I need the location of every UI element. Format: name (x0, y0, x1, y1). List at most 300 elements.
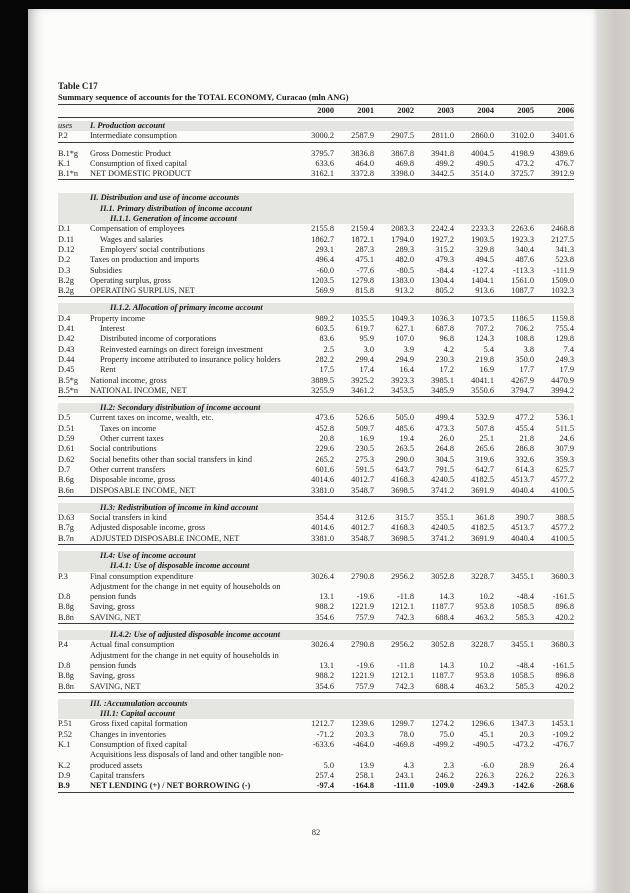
row-label: Saving, gross (90, 602, 135, 612)
row-label: I. Production account (90, 121, 165, 130)
value-cell-2003: 14.3 (439, 592, 454, 602)
row-label: Actual final consumption (90, 640, 175, 650)
row-code: D.59 (58, 434, 75, 444)
row-label: Final consumption expenditure (90, 571, 194, 581)
row-code: D.42 (58, 334, 75, 344)
value-cell-2000: 13.1 (319, 660, 334, 670)
value-cell-2005: 4513.7 (511, 523, 534, 533)
table-row (58, 424, 574, 434)
value-cell-2003: 17.2 (439, 365, 454, 375)
value-cell-2002: 742.3 (395, 612, 414, 622)
value-cell-2001: 1221.9 (351, 671, 374, 681)
scan-edge-right (597, 0, 630, 893)
value-cell-2004: 3691.9 (471, 485, 494, 495)
value-cell-2005: 4513.7 (511, 475, 534, 485)
value-cell-2001: 1872.1 (351, 234, 374, 244)
row-code: D.51 (58, 423, 75, 433)
value-cell-2002: 3398.0 (391, 169, 414, 179)
value-cell-2004: 1296.6 (471, 719, 494, 729)
row-label: Acquisitions less disposals of land and other tangible non- (90, 750, 284, 760)
value-cell-2004: 2233.3 (471, 224, 494, 234)
row-code: D.44 (58, 354, 75, 364)
value-cell-2003: 4.2 (443, 344, 454, 354)
value-cell-2006: 24.6 (559, 434, 574, 444)
row-label: Reinvested earnings on direct foreign investment (100, 344, 263, 354)
value-cell-2000: 569.9 (315, 286, 334, 296)
section-header-row (58, 303, 574, 313)
row-label: Adjustment for the change in net equity of households on (90, 581, 281, 591)
section-header-row (58, 561, 574, 571)
row-label: Social contributions (90, 444, 157, 454)
value-cell-2003: 805.2 (435, 286, 454, 296)
value-cell-2006: 476.7 (555, 158, 574, 168)
value-cell-2006: 3401.6 (551, 131, 574, 141)
value-cell-2005: 3455.1 (511, 640, 534, 650)
row-label: Saving, gross (90, 671, 135, 681)
value-cell-2001: 3.0 (363, 344, 374, 354)
value-cell-2005: 1923.3 (511, 234, 534, 244)
value-cell-2002: 294.9 (395, 354, 414, 364)
year-column-2004: 2004 (477, 106, 494, 115)
value-cell-2005: 585.3 (515, 681, 534, 691)
row-code: B.1*n (58, 169, 79, 179)
value-cell-2000: 83.6 (319, 334, 334, 344)
row-label: Taxes on income (100, 423, 157, 433)
value-cell-2003: 1187.7 (431, 671, 454, 681)
table-row (58, 386, 574, 397)
value-cell-2005: 3794.7 (511, 385, 534, 395)
table-subtitle: Summary sequence of accounts for the TOTAL ECONOMY, Curacao (mln ANG) (58, 92, 574, 105)
value-cell-2004: -490.5 (472, 740, 494, 750)
value-cell-2000: -60.0 (316, 265, 334, 275)
table-row (58, 245, 574, 255)
table-row (58, 345, 574, 355)
value-cell-2006: -111.9 (553, 265, 574, 275)
value-cell-2003: 687.8 (435, 324, 454, 334)
row-code: D.12 (58, 244, 75, 254)
row-label: II.1.2. Allocation of primary income account (110, 303, 263, 313)
value-cell-2004: 4041.1 (471, 375, 494, 385)
value-cell-2001: 3461.2 (351, 385, 374, 395)
value-cell-2006: 1509.0 (551, 275, 574, 285)
row-code: P.4 (58, 640, 68, 650)
row-code: B.9 (58, 781, 70, 791)
value-cell-2003: 3985.1 (431, 375, 454, 385)
value-cell-2003: 499.2 (435, 158, 454, 168)
value-cell-2002: 78.0 (399, 729, 414, 739)
value-cell-2004: 463.2 (475, 612, 494, 622)
table-row (58, 334, 574, 344)
section-header-row (58, 503, 574, 513)
value-cell-2006: -476.7 (552, 740, 574, 750)
value-cell-2001: 203.3 (355, 729, 374, 739)
row-label: NET LENDING (+) / NET BORROWING (-) (90, 781, 251, 791)
value-cell-2006: 1159.8 (551, 313, 574, 323)
row-label: III.1: Capital account (100, 709, 175, 719)
row-label: Consumption of fixed capital (90, 740, 188, 750)
value-cell-2000: 3795.7 (311, 148, 334, 158)
table-row (58, 602, 574, 612)
row-code: P.51 (58, 719, 73, 729)
table-row (58, 224, 574, 234)
value-cell-2004: -249.3 (472, 781, 494, 791)
section-header-row (58, 121, 574, 131)
value-cell-2004: 10.2 (479, 660, 494, 670)
value-cell-2000: 633.6 (315, 158, 334, 168)
value-cell-2004: 3228.7 (471, 571, 494, 581)
value-cell-2005: 332.6 (515, 454, 534, 464)
row-label: Disposable income, gross (90, 475, 176, 485)
value-cell-2002: 2956.2 (391, 571, 414, 581)
value-cell-2003: 3052.8 (431, 571, 454, 581)
value-cell-2003: 4240.5 (431, 475, 454, 485)
table-row (58, 365, 574, 375)
value-cell-2000: 2155.8 (311, 224, 334, 234)
table-row (58, 235, 574, 245)
section-header-row (58, 214, 574, 224)
value-cell-2004: 953.8 (475, 602, 494, 612)
table-row (58, 149, 574, 159)
row-label: Social benefits other than social transfers in kind (90, 454, 252, 464)
row-code: D.7 (58, 464, 71, 474)
value-cell-2006: 420.2 (555, 681, 574, 691)
row-label: Subsidies (90, 265, 122, 275)
value-cell-2000: 354.6 (315, 681, 334, 691)
value-cell-2001: 1035.5 (351, 313, 374, 323)
value-cell-2004: 3550.6 (471, 385, 494, 395)
value-cell-2001: 1221.9 (351, 602, 374, 612)
value-cell-2005: 706.2 (515, 324, 534, 334)
value-cell-2002: 315.7 (395, 513, 414, 523)
value-cell-2000: 17.5 (319, 365, 334, 375)
value-cell-2006: 625.7 (555, 464, 574, 474)
value-cell-2000: 3255.9 (311, 385, 334, 395)
value-cell-2000: 3889.5 (311, 375, 334, 385)
value-cell-2002: 1212.1 (391, 671, 414, 681)
value-cell-2004: 3228.7 (471, 640, 494, 650)
value-cell-2003: 264.8 (435, 444, 454, 454)
value-cell-2001: 3372.8 (351, 169, 374, 179)
value-cell-2000: -633.6 (312, 740, 334, 750)
value-cell-2004: 707.2 (475, 324, 494, 334)
value-cell-2006: 359.3 (555, 454, 574, 464)
value-cell-2000: 4014.6 (311, 523, 334, 533)
value-cell-2005: 108.8 (515, 334, 534, 344)
value-cell-2006: 4100.5 (551, 533, 574, 543)
value-cell-2002: 3.9 (403, 344, 414, 354)
value-cell-2000: 1862.7 (311, 234, 334, 244)
row-code: D.8 (58, 660, 71, 670)
section-header-row (58, 709, 574, 719)
value-cell-2002: 1383.0 (391, 275, 414, 285)
value-cell-2001: -77.6 (356, 265, 374, 275)
value-cell-2001: 591.5 (355, 464, 374, 474)
section-header-row (58, 699, 574, 709)
value-cell-2001: 1239.6 (351, 719, 374, 729)
value-cell-2004: 25.1 (479, 434, 494, 444)
row-label: II.4.2: Use of adjusted disposable income account (110, 630, 281, 640)
row-code: D.41 (58, 324, 75, 334)
value-cell-2004: 463.2 (475, 681, 494, 691)
value-cell-2005: 3725.7 (511, 169, 534, 179)
value-cell-2003: 230.3 (435, 354, 454, 364)
value-cell-2000: 1203.5 (311, 275, 334, 285)
value-cell-2000: 3026.4 (311, 640, 334, 650)
page-number: 82 (311, 826, 321, 837)
value-cell-2003: 1187.7 (431, 602, 454, 612)
value-cell-2003: 26.0 (439, 434, 454, 444)
value-cell-2000: 20.8 (319, 434, 334, 444)
value-cell-2003: 1036.3 (431, 313, 454, 323)
row-label: Capital transfers (90, 770, 145, 780)
value-cell-2002: 643.7 (395, 464, 414, 474)
value-cell-2003: 315.2 (435, 244, 454, 254)
value-cell-2001: 3925.2 (351, 375, 374, 385)
table-row (58, 730, 574, 740)
row-code: D.63 (58, 513, 75, 523)
value-cell-2002: 2083.3 (391, 224, 414, 234)
table-row (58, 523, 574, 533)
value-cell-2002: 290.0 (395, 454, 414, 464)
row-label: Adjustment for the change in net equity of households in (90, 650, 279, 660)
value-cell-2004: -6.0 (480, 760, 494, 770)
table-row (58, 671, 574, 681)
value-cell-2004: 3514.0 (471, 169, 494, 179)
value-cell-2004: 45.1 (479, 729, 494, 739)
value-cell-2003: 4240.5 (431, 523, 454, 533)
value-cell-2005: 3455.1 (511, 571, 534, 581)
row-code: B.6g (58, 475, 74, 485)
row-code: D.5 (58, 413, 71, 423)
value-cell-2003: 75.0 (439, 729, 454, 739)
value-cell-2000: 989.2 (315, 313, 334, 323)
value-cell-2000: 2.5 (323, 344, 334, 354)
value-cell-2000: 988.2 (315, 602, 334, 612)
value-cell-2000: 988.2 (315, 671, 334, 681)
value-cell-2002: 3698.5 (391, 485, 414, 495)
value-cell-2001: 475.1 (355, 255, 374, 265)
row-code: B.2g (58, 286, 74, 296)
row-code: B.2g (58, 275, 74, 285)
value-cell-2001: 509.7 (355, 423, 374, 433)
value-cell-2001: 287.3 (355, 244, 374, 254)
value-cell-2003: 355.1 (435, 513, 454, 523)
table-row (58, 475, 574, 485)
value-cell-2004: 226.3 (475, 770, 494, 780)
value-cell-2004: 5.4 (483, 344, 494, 354)
value-cell-2005: 3.8 (523, 344, 534, 354)
value-cell-2006: -109.2 (552, 729, 574, 739)
value-cell-2004: 1903.5 (471, 234, 494, 244)
table-row (58, 771, 574, 781)
value-cell-2000: 473.6 (315, 413, 334, 423)
value-cell-2005: 21.8 (519, 434, 534, 444)
row-code: B.5*n (58, 385, 79, 395)
value-cell-2001: 757.9 (355, 681, 374, 691)
table-row (58, 413, 574, 423)
value-cell-2001: 2790.8 (351, 640, 374, 650)
value-cell-2003: -109.0 (432, 781, 454, 791)
value-cell-2006: 755.4 (555, 324, 574, 334)
value-cell-2001: 3548.7 (351, 533, 374, 543)
value-cell-2006: 1032.3 (551, 286, 574, 296)
value-cell-2004: 507.8 (475, 423, 494, 433)
value-cell-2003: 14.3 (439, 660, 454, 670)
table-row (58, 169, 574, 180)
section-header-row (58, 193, 574, 203)
value-cell-2002: 469.8 (395, 158, 414, 168)
value-cell-2000: 293.1 (315, 244, 334, 254)
value-cell-2000: -97.4 (316, 781, 334, 791)
value-cell-2004: 124.3 (475, 334, 494, 344)
value-cell-2006: 26.4 (559, 760, 574, 770)
row-code: uses (58, 121, 73, 130)
value-cell-2006: 536.1 (555, 413, 574, 423)
row-code: D.43 (58, 344, 75, 354)
value-cell-2004: 3691.9 (471, 533, 494, 543)
table-row (58, 376, 574, 386)
row-label: DISPOSABLE INCOME, NET (90, 485, 196, 495)
row-label: Other current transfers (90, 464, 166, 474)
row-code: P.3 (58, 571, 68, 581)
value-cell-2005: 340.4 (515, 244, 534, 254)
value-cell-2002: 627.1 (395, 324, 414, 334)
value-cell-2006: 307.9 (555, 444, 574, 454)
table-row (58, 266, 574, 276)
value-cell-2001: 230.5 (355, 444, 374, 454)
row-label: Gross fixed capital formation (90, 719, 188, 729)
row-code: D.3 (58, 265, 71, 275)
table-row (58, 324, 574, 334)
value-cell-2004: 319.6 (475, 454, 494, 464)
row-code: B.7g (58, 523, 74, 533)
row-code: B.1*g (58, 148, 79, 158)
value-cell-2005: 4040.4 (511, 533, 534, 543)
row-label: II.4.1: Use of disposable income account (110, 561, 250, 571)
value-cell-2006: 4100.5 (551, 485, 574, 495)
value-cell-2003: 2.3 (443, 760, 454, 770)
value-cell-2004: 361.8 (475, 513, 494, 523)
value-cell-2005: -473.2 (512, 740, 534, 750)
value-cell-2002: -80.5 (396, 265, 414, 275)
row-label: SAVING, NET (90, 681, 141, 691)
row-code: P.52 (58, 729, 73, 739)
table-row (58, 661, 574, 671)
value-cell-2003: 246.2 (435, 770, 454, 780)
table-row (58, 444, 574, 454)
value-cell-2003: 3052.8 (431, 640, 454, 650)
table-row (58, 613, 574, 624)
row-label: II.3: Redistribution of income in kind account (100, 502, 258, 512)
value-cell-2004: 494.5 (475, 255, 494, 265)
row-label: Distributed income of corporations (100, 334, 217, 344)
value-cell-2003: 3741.2 (431, 533, 454, 543)
table-row (58, 486, 574, 497)
value-cell-2004: 1404.1 (471, 275, 494, 285)
value-cell-2005: -48.4 (516, 660, 534, 670)
value-cell-2002: 1049.3 (391, 313, 414, 323)
value-cell-2000: 3162.1 (311, 169, 334, 179)
value-cell-2004: 2860.0 (471, 131, 494, 141)
row-code: B.5*g (58, 375, 79, 385)
value-cell-2006: 4577.2 (551, 523, 574, 533)
table-row (58, 781, 574, 792)
accounts-table-body (58, 121, 574, 793)
value-cell-2006: 17.9 (559, 365, 574, 375)
value-cell-2004: 329.8 (475, 244, 494, 254)
value-cell-2001: 3836.8 (351, 148, 374, 158)
value-cell-2002: 4168.3 (391, 523, 414, 533)
row-code: D.11 (58, 234, 75, 244)
row-label: ADJUSTED DISPOSABLE INCOME, NET (90, 533, 240, 543)
table-row (58, 286, 574, 297)
row-label: Property income (90, 313, 146, 323)
value-cell-2005: 28.9 (519, 760, 534, 770)
value-cell-2005: 286.8 (515, 444, 534, 454)
value-cell-2000: 603.5 (315, 324, 334, 334)
section-header-row (58, 630, 574, 640)
row-code: P.2 (58, 131, 68, 141)
value-cell-2005: 17.7 (519, 365, 534, 375)
value-cell-2001: 13.9 (359, 760, 374, 770)
value-cell-2001: 464.0 (355, 158, 374, 168)
value-cell-2002: 4168.3 (391, 475, 414, 485)
value-cell-2002: -469.8 (392, 740, 414, 750)
value-cell-2005: 3102.0 (511, 131, 534, 141)
value-cell-2002: 913.2 (395, 286, 414, 296)
value-cell-2006: 3680.3 (551, 571, 574, 581)
value-cell-2002: -11.8 (397, 660, 414, 670)
value-cell-2003: 3741.2 (431, 485, 454, 495)
value-cell-2002: 3867.8 (391, 148, 414, 158)
value-cell-2000: 1212.7 (311, 719, 334, 729)
value-cell-2004: 4182.5 (471, 475, 494, 485)
value-cell-2002: 263.5 (395, 444, 414, 454)
value-cell-2003: 3485.9 (431, 385, 454, 395)
value-cell-2005: 4040.4 (511, 485, 534, 495)
row-code: K.1 (58, 158, 71, 168)
value-cell-2005: 226.2 (515, 770, 534, 780)
value-cell-2002: 482.0 (395, 255, 414, 265)
value-cell-2002: 505.0 (395, 413, 414, 423)
value-cell-2003: 2811.0 (431, 131, 454, 141)
table-row (58, 434, 574, 444)
row-code: B.8n (58, 681, 74, 691)
year-column-2000: 2000 (317, 106, 334, 115)
table-title: Table C17 (58, 81, 98, 91)
value-cell-2002: 2956.2 (391, 640, 414, 650)
row-code: B.6n (58, 485, 74, 495)
value-cell-2001: 526.6 (355, 413, 374, 423)
row-label: Current taxes on income, wealth, etc. (90, 413, 214, 423)
year-column-2002: 2002 (397, 106, 414, 115)
value-cell-2003: 3442.5 (431, 169, 454, 179)
value-cell-2005: 477.2 (515, 413, 534, 423)
year-column-2006: 2006 (557, 106, 574, 115)
value-cell-2006: 3680.3 (551, 640, 574, 650)
value-cell-2005: 4267.9 (511, 375, 534, 385)
row-label: NATIONAL INCOME, NET (90, 385, 187, 395)
value-cell-2003: -499.2 (432, 740, 454, 750)
value-cell-2003: 96.8 (439, 334, 454, 344)
value-cell-2001: 4012.7 (351, 523, 374, 533)
value-cell-2000: 229.6 (315, 444, 334, 454)
value-cell-2006: 3994.2 (551, 385, 574, 395)
row-label: Employers' social contributions (100, 244, 205, 254)
value-cell-2006: 523.8 (555, 255, 574, 265)
scan-edge-left (0, 0, 28, 893)
row-label: II.2: Secondary distribution of income account (100, 403, 261, 413)
